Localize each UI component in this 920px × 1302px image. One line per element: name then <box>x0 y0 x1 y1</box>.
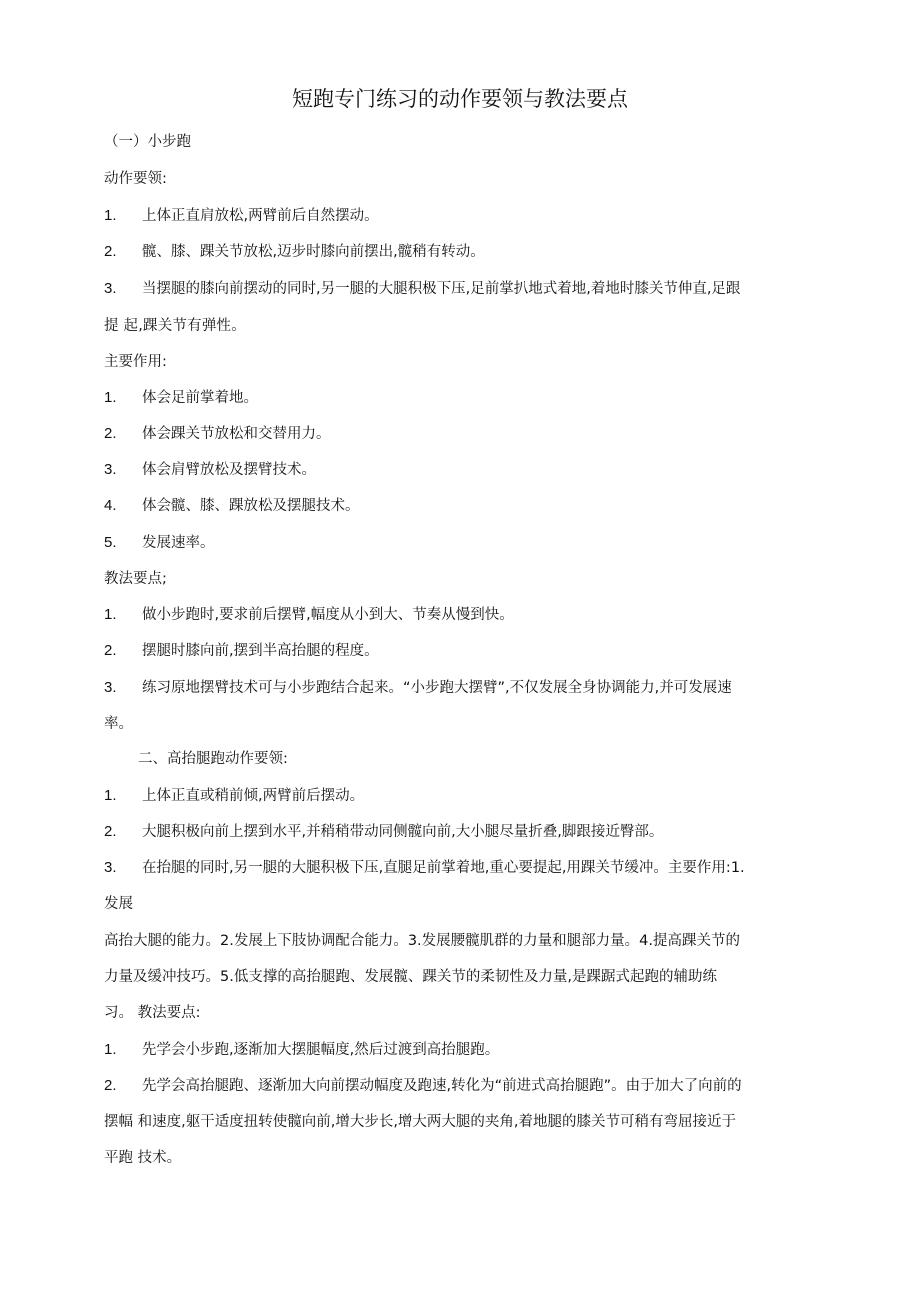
continuation-text: 提 起,踝关节有弹性。 <box>104 318 246 334</box>
list-item <box>104 241 832 263</box>
item-number: 2. <box>104 243 117 260</box>
item-text: 先学会高抬腿跑、逐渐加大向前摆动幅度及跑速,转化为“前进式高抬腿跑”。由于加大了向前的 <box>142 1078 742 1094</box>
item-text: 摆腿时膝向前,摆到半高抬腿的程度。 <box>142 643 379 659</box>
item-text: 上体正直或稍前倾,两臂前后摆动。 <box>142 788 365 804</box>
item-text: 发展速率。 <box>142 535 215 551</box>
list-item <box>104 604 832 626</box>
effects-label: 主要作用: <box>104 354 167 370</box>
list-item <box>104 278 832 300</box>
item-number: 2. <box>104 425 117 442</box>
list-item <box>104 785 832 807</box>
list-item <box>104 1039 832 1061</box>
item-number: 3. <box>104 461 117 478</box>
item-text: 在抬腿的同时,另一腿的大腿积极下压,直腿足前掌着地,重心要提起,用踝关节缓冲。主要作用:1. <box>142 860 745 876</box>
item-number: 1. <box>104 787 117 804</box>
continuation-text: 高抬大腿的能力。2.发展上下肢协调配合能力。3.发展腰髋肌群的力量和腿部力量。4.提高踝关节的 <box>104 933 740 949</box>
item-text: 体会踝关节放松和交替用力。 <box>142 426 331 442</box>
page-title: 短跑专门练习的动作要领与教法要点 <box>292 87 628 111</box>
continuation-text: 发展 <box>104 896 133 912</box>
section-heading: （一）小步跑 <box>104 134 191 150</box>
item-number: 1. <box>104 207 117 224</box>
list-item <box>104 640 832 662</box>
list-item <box>104 459 832 481</box>
item-number: 3. <box>104 859 117 876</box>
item-text: 做小步跑时,要求前后摆臂,幅度从小到大、节奏从慢到快。 <box>142 607 514 623</box>
item-number: 2. <box>104 642 117 659</box>
item-text: 先学会小步跑,逐渐加大摆腿幅度,然后过渡到高抬腿跑。 <box>142 1042 500 1058</box>
list-item <box>104 532 832 554</box>
list-item <box>104 857 832 879</box>
item-number: 5. <box>104 534 117 551</box>
item-text: 大腿积极向前上摆到水平,并稍稍带动同侧髋向前,大小腿尽量折叠,脚跟接近臀部。 <box>142 824 664 840</box>
item-number: 1. <box>104 389 117 406</box>
teaching-label: 教法要点; <box>104 571 167 587</box>
list-item <box>104 423 832 445</box>
item-text: 体会足前掌着地。 <box>142 390 258 406</box>
item-number: 1. <box>104 1041 117 1058</box>
section-heading: 二、高抬腿跑动作要领: <box>138 751 288 767</box>
item-text: 上体正直肩放松,两臂前后自然摆动。 <box>142 208 379 224</box>
item-number: 1. <box>104 606 117 623</box>
list-item <box>104 495 832 517</box>
list-item <box>104 205 832 227</box>
list-item <box>104 677 832 699</box>
item-text: 当摆腿的膝向前摆动的同时,另一腿的大腿积极下压,足前掌扒地式着地,着地时膝关节伸直,足跟 <box>142 281 741 297</box>
continuation-text: 摆幅 和速度,躯干适度扭转使髋向前,增大步长,增大两大腿的夹角,着地腿的膝关节可稍有弯屈接近于 <box>104 1114 737 1130</box>
list-item <box>104 387 832 409</box>
item-number: 3. <box>104 280 117 297</box>
item-text: 髋、膝、踝关节放松,迈步时膝向前摆出,髋稍有转动。 <box>142 244 485 260</box>
continuation-text: 平跑 技术。 <box>104 1150 182 1166</box>
item-number: 2. <box>104 823 117 840</box>
item-number: 2. <box>104 1077 117 1094</box>
item-number: 4. <box>104 497 117 514</box>
list-item <box>104 821 832 843</box>
list-item <box>104 1075 832 1097</box>
essentials-label: 动作要领: <box>104 171 167 187</box>
item-number: 3. <box>104 679 117 696</box>
item-text: 练习原地摆臂技术可与小步跑结合起来。“小步跑大摆臂”,不仅发展全身协调能力,并可发展速 <box>142 680 732 696</box>
continuation-text: 率。 <box>104 716 133 732</box>
item-text: 体会髋、膝、踝放松及摆腿技术。 <box>142 498 360 514</box>
continuation-text: 力量及缓冲技巧。5.低支撑的高抬腿跑、发展髋、踝关节的柔韧性及力量,是踝踞式起跑的辅助练 <box>104 969 717 985</box>
item-text: 体会肩臂放松及摆臂技术。 <box>142 462 316 478</box>
continuation-text: 习。 教法要点: <box>104 1005 201 1021</box>
